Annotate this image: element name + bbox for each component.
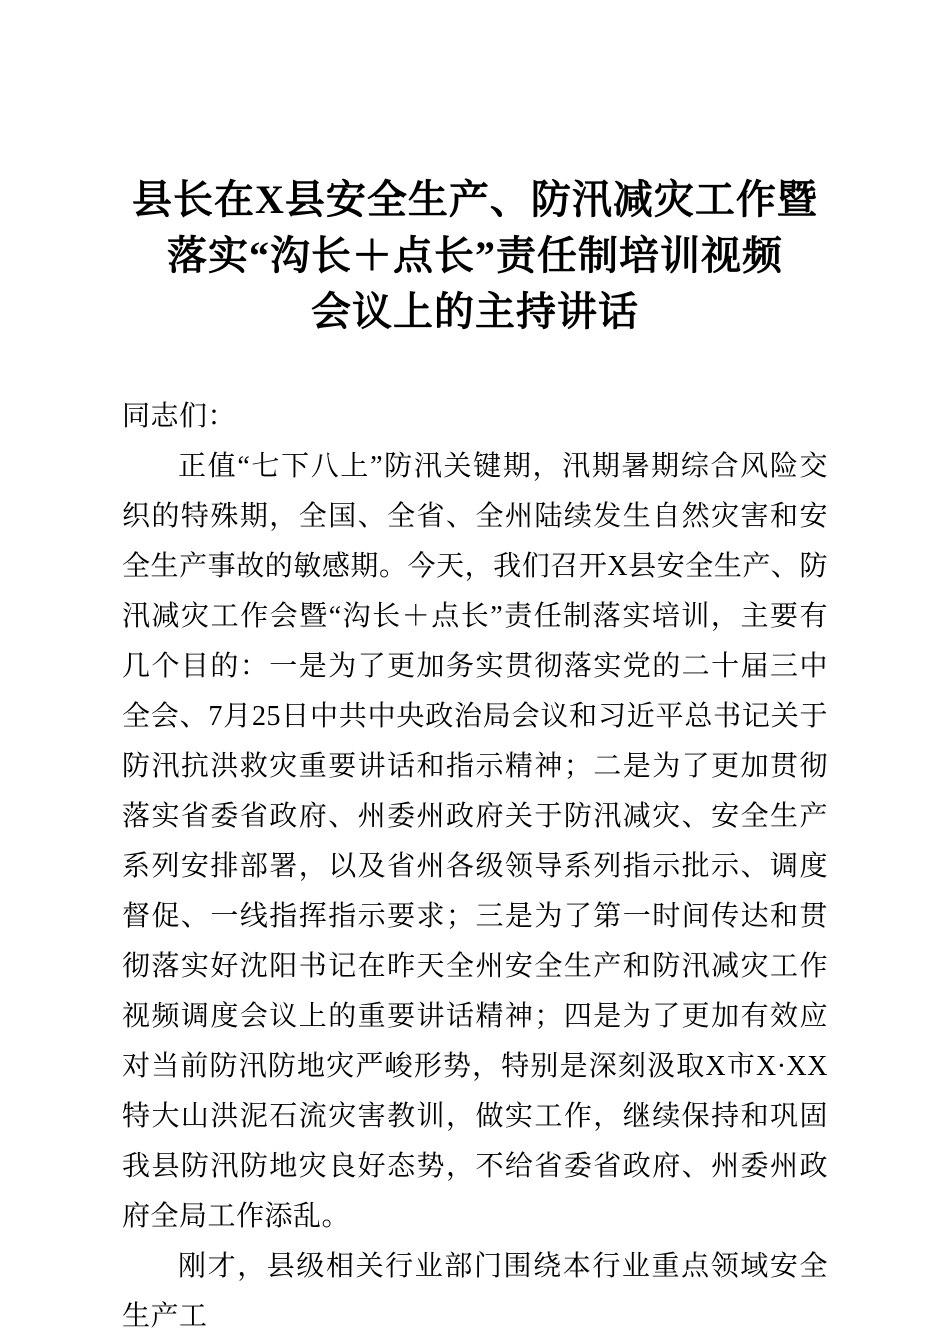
salutation-paragraph: 同志们： xyxy=(122,401,237,432)
document-title xyxy=(122,172,828,340)
title-line-1: 县长在X县安全生产、防汛减灾工作暨 xyxy=(132,177,818,222)
body-paragraph-2: 刚才，县级相关行业部门围绕本行业重点领域安全生产工 xyxy=(122,1251,828,1332)
title-line-3: 会议上的主持讲话 xyxy=(311,289,639,334)
title-line-2: 落实“沟长＋点长”责任制培训视频 xyxy=(167,233,783,278)
body-paragraph-1: 正值“七下八上”防汛关键期，汛期暑期综合风险交织的特殊期，全国、全省、全州陆续发生自然灾害和安全生产事故的敏感期。今天，我们召开X县安全生产、防汛减灾工作会暨“沟长＋点长”责任制落实培训，主要有几个目的：一是为了更加务实贯彻落实党的二十届三中全会、7月25日中共中央政治局会议和习近平总书记关于防汛抗洪救灾重要讲话和指示精神；二是为了更加贯彻落实省委省政府、州委州政府关于防汛减灾、安全生产系列安排部署，以及省州各级领导系列指示批示、调度督促、一线指挥指示要求；三是为了第一时间传达和贯彻落实好沈阳书记在昨天全州安全生产和防汛减灾工作视频调度会议上的重要讲话精神；四是为了更加有效应对当前防汛防地灾严峻形势，特别是深刻汲取X市X·XX特大山洪泥石流灾害教训，做实工作，继续保持和巩固我县防汛防地灾良好态势，不给省委省政府、州委州政府全局工作添乱。 xyxy=(122,451,828,1232)
